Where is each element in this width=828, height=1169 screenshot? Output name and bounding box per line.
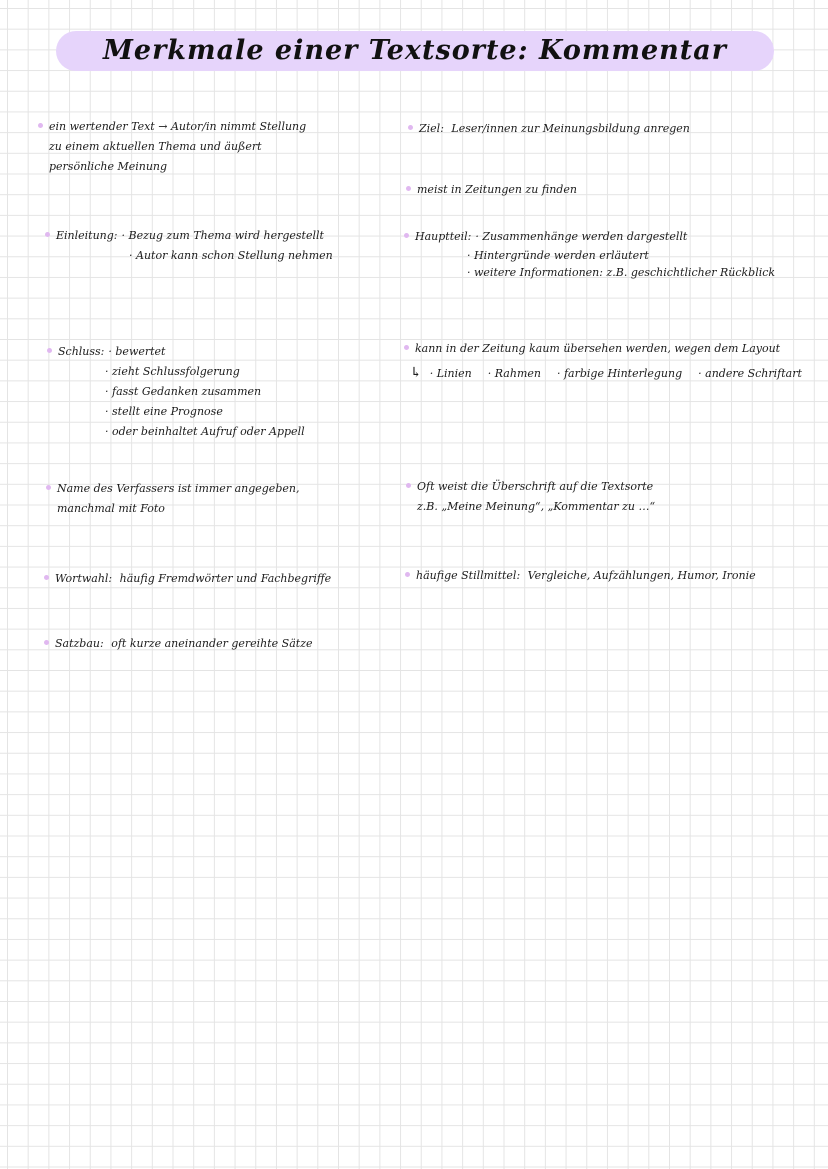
- verfasser-line-1: Name des Verfassers ist immer angegeben,: [57, 482, 300, 495]
- layout-chip-linien: · Linien: [429, 367, 472, 380]
- bullet-dot-icon: [404, 233, 409, 238]
- layout-text: kann in der Zeitung kaum übersehen werden, wegen dem Layout: [415, 342, 781, 355]
- satzbau-label: Satzbau:: [55, 637, 104, 650]
- stilmittel-label: häufige Stillmittel:: [416, 569, 521, 582]
- ziel-label: Ziel:: [419, 122, 444, 135]
- satzbau-text: oft kurze aneinander gereihte Sätze: [111, 637, 313, 650]
- return-arrow-icon: ↳: [410, 365, 422, 381]
- intro-line-2: zu einem aktuellen Thema und äußert: [49, 140, 262, 153]
- layout-chip-hinterlegung: · farbige Hinterlegung: [556, 367, 683, 380]
- zeitungen-text: meist in Zeitungen zu finden: [417, 183, 577, 196]
- schluss-item-3: · fasst Gedanken zusammen: [105, 385, 262, 398]
- zeitungen-note: [406, 180, 577, 200]
- bullet-dot-icon: [404, 345, 409, 350]
- hauptteil-label: Hauptteil:: [415, 230, 472, 243]
- layout-note: [404, 339, 802, 384]
- schluss-note: [47, 342, 305, 442]
- ziel-note: [408, 119, 690, 139]
- einleitung-item-1: · Bezug zum Thema wird hergestellt: [121, 229, 324, 242]
- layout-chip-schriftart: · andere Schriftart: [698, 367, 802, 380]
- bullet-dot-icon: [408, 125, 413, 130]
- verfasser-line-2: manchmal mit Foto: [57, 502, 165, 515]
- wortwahl-note: [44, 569, 331, 589]
- stilmittel-note: [405, 566, 756, 586]
- ueberschrift-note: [406, 477, 655, 517]
- verfasser-note: [46, 479, 299, 519]
- wortwahl-label: Wortwahl:: [55, 572, 113, 585]
- stilmittel-text: Vergleiche, Aufzählungen, Humor, Ironie: [527, 569, 756, 582]
- schluss-item-5: · oder beinhaltet Aufruf oder Appell: [105, 425, 305, 438]
- bullet-dot-icon: [47, 348, 52, 353]
- schluss-item-1: · bewertet: [108, 345, 166, 358]
- schluss-label: Schluss:: [58, 345, 105, 358]
- ziel-text: Leser/innen zur Meinungsbildung anregen: [451, 122, 690, 135]
- page-title: Merkmale einer Textsorte: Kommentar: [103, 35, 727, 66]
- bullet-dot-icon: [406, 186, 411, 191]
- einleitung-note: [45, 226, 333, 266]
- bullet-dot-icon: [406, 483, 411, 488]
- hauptteil-item-2: · Hintergründe werden erläutert: [467, 249, 649, 262]
- bullet-dot-icon: [44, 640, 49, 645]
- wortwahl-text: häufig Fremdwörter und Fachbegriffe: [119, 572, 332, 585]
- intro-line-1: ein wertender Text → Autor/in nimmt Stellung: [49, 120, 307, 133]
- bullet-dot-icon: [46, 485, 51, 490]
- hauptteil-note: [404, 227, 775, 281]
- bullet-dot-icon: [405, 572, 410, 577]
- bullet-dot-icon: [44, 575, 49, 580]
- layout-chip-rahmen: · Rahmen: [487, 367, 541, 380]
- schluss-item-2: · zieht Schlussfolgerung: [105, 365, 240, 378]
- schluss-item-4: · stellt eine Prognose: [105, 405, 223, 418]
- bullet-dot-icon: [38, 123, 43, 128]
- hauptteil-item-1: · Zusammenhänge werden dargestellt: [475, 230, 688, 243]
- satzbau-note: [44, 634, 313, 654]
- einleitung-label: Einleitung:: [56, 229, 118, 242]
- hauptteil-item-3: · weitere Informationen: z.B. geschichtlicher Rückblick: [467, 266, 776, 279]
- bullet-dot-icon: [45, 232, 50, 237]
- ueberschrift-line-2: z.B. „Meine Meinung“, „Kommentar zu …“: [417, 500, 656, 513]
- ueberschrift-line-1: Oft weist die Überschrift auf die Textsorte: [417, 480, 654, 493]
- einleitung-item-2: · Autor kann schon Stellung nehmen: [129, 249, 333, 262]
- intro-line-3: persönliche Meinung: [49, 160, 168, 173]
- intro-note: [38, 117, 306, 177]
